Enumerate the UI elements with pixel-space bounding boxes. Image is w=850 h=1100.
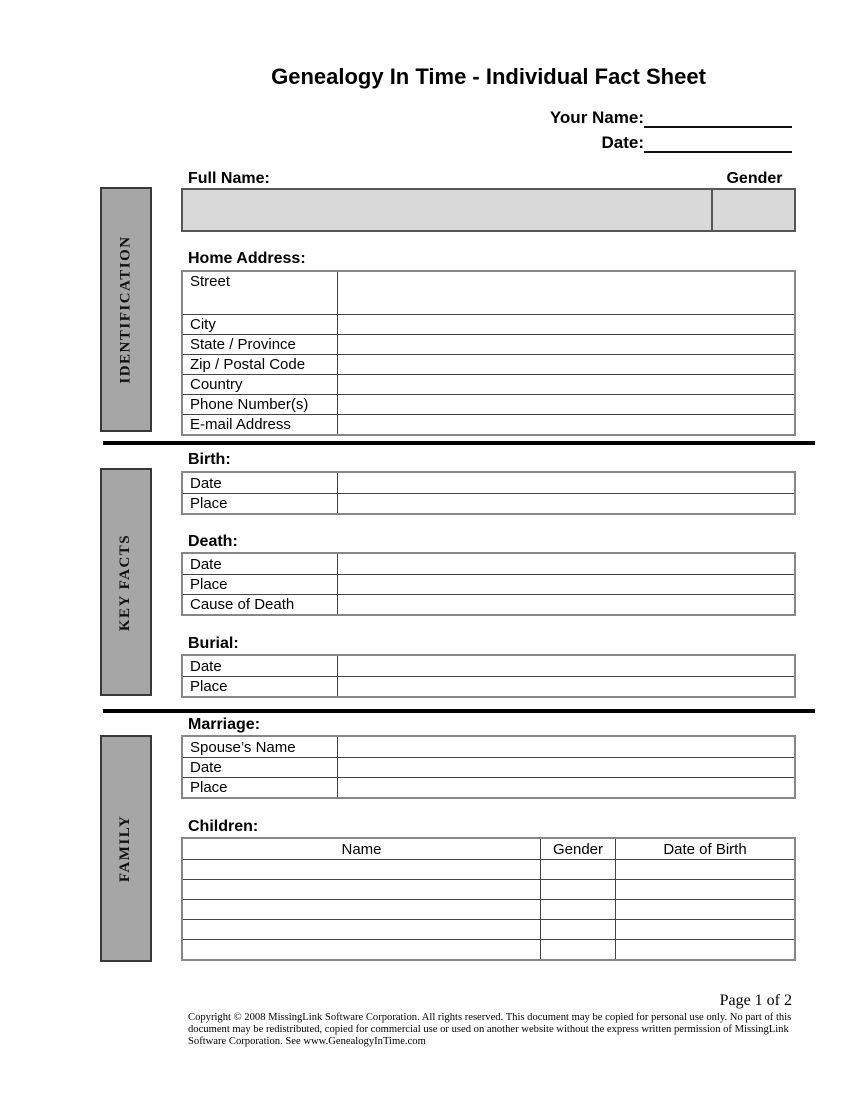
home-address-heading: Home Address: — [188, 250, 306, 267]
your-name-blank[interactable] — [644, 110, 792, 128]
your-name-line — [550, 108, 792, 128]
birth-date-field[interactable] — [338, 473, 794, 493]
burial-date-field[interactable] — [338, 656, 794, 676]
death-table — [181, 552, 796, 616]
column-header-date-of-birth: Date of Birth — [615, 839, 794, 859]
key-facts-sidebar-label: KEY FACTS — [117, 533, 134, 631]
phone-field[interactable] — [338, 395, 794, 414]
table-row — [183, 777, 794, 797]
family-sidebar — [100, 735, 152, 962]
birth-table — [181, 471, 796, 515]
birth-heading: Birth: — [188, 451, 231, 468]
row-label: Date — [183, 656, 338, 676]
child-row — [183, 859, 794, 879]
row-label: Phone Number(s) — [183, 395, 338, 414]
marriage-table — [181, 735, 796, 799]
gender-field[interactable] — [713, 190, 794, 230]
section-divider — [103, 709, 815, 713]
child-row — [183, 939, 794, 959]
table-row — [183, 676, 794, 696]
row-label: State / Province — [183, 335, 338, 354]
page-title: Genealogy In Time - Individual Fact Sheet — [271, 64, 706, 89]
table-row — [183, 473, 794, 493]
row-label: Date — [183, 758, 338, 777]
child-gender-field[interactable] — [540, 920, 615, 939]
state-province-field[interactable] — [338, 335, 794, 354]
child-name-field[interactable] — [183, 860, 540, 879]
table-row — [183, 594, 794, 614]
table-row — [183, 314, 794, 334]
child-dob-field[interactable] — [615, 920, 794, 939]
family-sidebar-label: FAMILY — [117, 814, 134, 883]
child-gender-field[interactable] — [540, 860, 615, 879]
copyright-notice: Copyright © 2008 MissingLink Software Corporation. All rights reserved. This document may be copied for personal use only. No part of this document may be redistributed, copied for commercial use or used on another website without the express written permission of MissingLink Software Corporation. See www.GenealogyInTime.com — [188, 1012, 792, 1047]
table-row — [183, 272, 794, 314]
child-dob-field[interactable] — [615, 860, 794, 879]
table-row — [183, 354, 794, 374]
row-label: Place — [183, 778, 338, 797]
burial-table — [181, 654, 796, 698]
marriage-date-field[interactable] — [338, 758, 794, 777]
city-field[interactable] — [338, 315, 794, 334]
children-heading: Children: — [188, 818, 259, 835]
page-number: Page 1 of 2 — [719, 992, 792, 1009]
date-line — [601, 133, 792, 153]
child-name-field[interactable] — [183, 920, 540, 939]
full-name-label: Full Name: — [188, 170, 270, 187]
row-label: Cause of Death — [183, 595, 338, 614]
zip-postal-field[interactable] — [338, 355, 794, 374]
your-name-label: Your Name: — [549, 108, 644, 127]
child-name-field[interactable] — [183, 880, 540, 899]
marriage-place-field[interactable] — [338, 778, 794, 797]
child-dob-field[interactable] — [615, 900, 794, 919]
date-label: Date: — [601, 133, 644, 152]
table-row — [183, 374, 794, 394]
table-row — [183, 737, 794, 757]
full-name-box — [181, 188, 796, 232]
home-address-table — [181, 270, 796, 436]
death-date-field[interactable] — [338, 554, 794, 574]
children-table — [181, 837, 796, 961]
child-dob-field[interactable] — [615, 940, 794, 959]
email-field[interactable] — [338, 415, 794, 434]
date-blank[interactable] — [644, 135, 792, 153]
table-row — [183, 554, 794, 574]
table-row — [183, 574, 794, 594]
row-label: Place — [183, 677, 338, 696]
table-row — [183, 757, 794, 777]
street-field[interactable] — [338, 272, 794, 314]
row-label: Date — [183, 554, 338, 574]
column-header-gender: Gender — [540, 839, 615, 859]
child-dob-field[interactable] — [615, 880, 794, 899]
cause-of-death-field[interactable] — [338, 595, 794, 614]
country-field[interactable] — [338, 375, 794, 394]
column-header-name: Name — [341, 840, 382, 858]
child-name-field[interactable] — [183, 900, 540, 919]
child-gender-field[interactable] — [540, 900, 615, 919]
table-row — [183, 493, 794, 513]
child-row — [183, 879, 794, 899]
row-label: Spouse’s Name — [183, 737, 338, 757]
row-label: City — [183, 315, 338, 334]
spouse-name-field[interactable] — [338, 737, 794, 757]
child-row — [183, 919, 794, 939]
identification-sidebar-label: IDENTIFICATION — [117, 235, 134, 384]
row-label: Street — [183, 272, 338, 314]
row-label: Place — [183, 575, 338, 594]
row-label: E-mail Address — [183, 415, 338, 434]
children-header-row — [183, 839, 794, 859]
row-label: Place — [183, 494, 338, 513]
identification-sidebar — [100, 187, 152, 432]
table-row — [183, 394, 794, 414]
section-divider — [103, 441, 815, 445]
death-place-field[interactable] — [338, 575, 794, 594]
row-label: Date — [183, 473, 338, 493]
death-heading: Death: — [188, 533, 238, 550]
marriage-heading: Marriage: — [188, 716, 261, 733]
child-gender-field[interactable] — [540, 940, 615, 959]
table-row — [183, 334, 794, 354]
table-row — [183, 414, 794, 434]
burial-heading: Burial: — [188, 635, 239, 652]
child-gender-field[interactable] — [540, 880, 615, 899]
key-facts-sidebar — [100, 468, 152, 696]
child-name-field[interactable] — [183, 940, 540, 959]
child-row — [183, 899, 794, 919]
gender-label: Gender — [726, 170, 783, 187]
burial-place-field[interactable] — [338, 677, 794, 696]
row-label: Zip / Postal Code — [183, 355, 338, 374]
row-label: Country — [183, 375, 338, 394]
birth-place-field[interactable] — [338, 494, 794, 513]
full-name-field[interactable] — [183, 190, 713, 230]
table-row — [183, 656, 794, 676]
